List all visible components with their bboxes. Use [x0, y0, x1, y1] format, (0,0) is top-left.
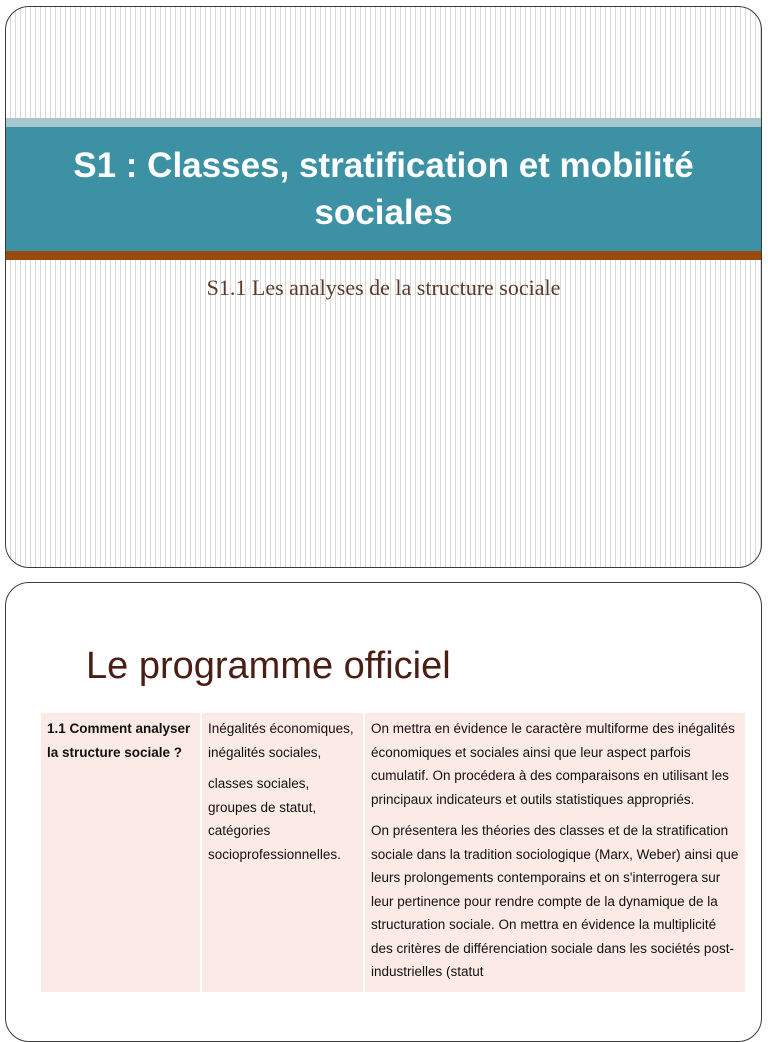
table-row [41, 713, 745, 992]
title-band-top-stripe [6, 118, 761, 127]
title-band [6, 127, 761, 251]
title-slide [5, 6, 762, 568]
title-band-bottom-stripe [6, 251, 761, 260]
notions-cell [202, 713, 365, 992]
indications-paragraph: On présentera les théories des classes et de la stratification sociale dans la tradition sociologique (Marx, Weber) ainsi que leurs prolongements contemporains et on s'interrogera sur leur pertinence pour rendre compte de la dynamique de la structuration sociale. On mettra en évidence la multiplicité des critères de différenciation sociale dans les sociétés post-industrielles (statut [371, 823, 739, 979]
indications-paragraph: On mettra en évidence le caractère multiforme des inégalités économiques et sociales ainsi que leur aspect parfois cumulatif. On procédera à des comparaisons en utilisant les principaux indicateurs et outils statistiques appropriés. [371, 721, 735, 807]
notions-paragraph: Inégalités économiques, inégalités sociales, [208, 721, 354, 760]
program-table [41, 713, 745, 992]
question-cell: 1.1 Comment analyser la structure sociale ? [41, 713, 202, 992]
slide-title: S1 : Classes, stratification et mobilité sociales [73, 146, 694, 232]
slide-subtitle: S1.1 Les analyses de la structure sociale [206, 275, 561, 300]
program-slide [5, 582, 762, 1042]
program-title: Le programme officiel [86, 645, 451, 687]
indications-cell [365, 713, 745, 992]
notions-paragraph: classes sociales, groupes de statut, catégories socioprofessionnelles. [208, 776, 341, 862]
